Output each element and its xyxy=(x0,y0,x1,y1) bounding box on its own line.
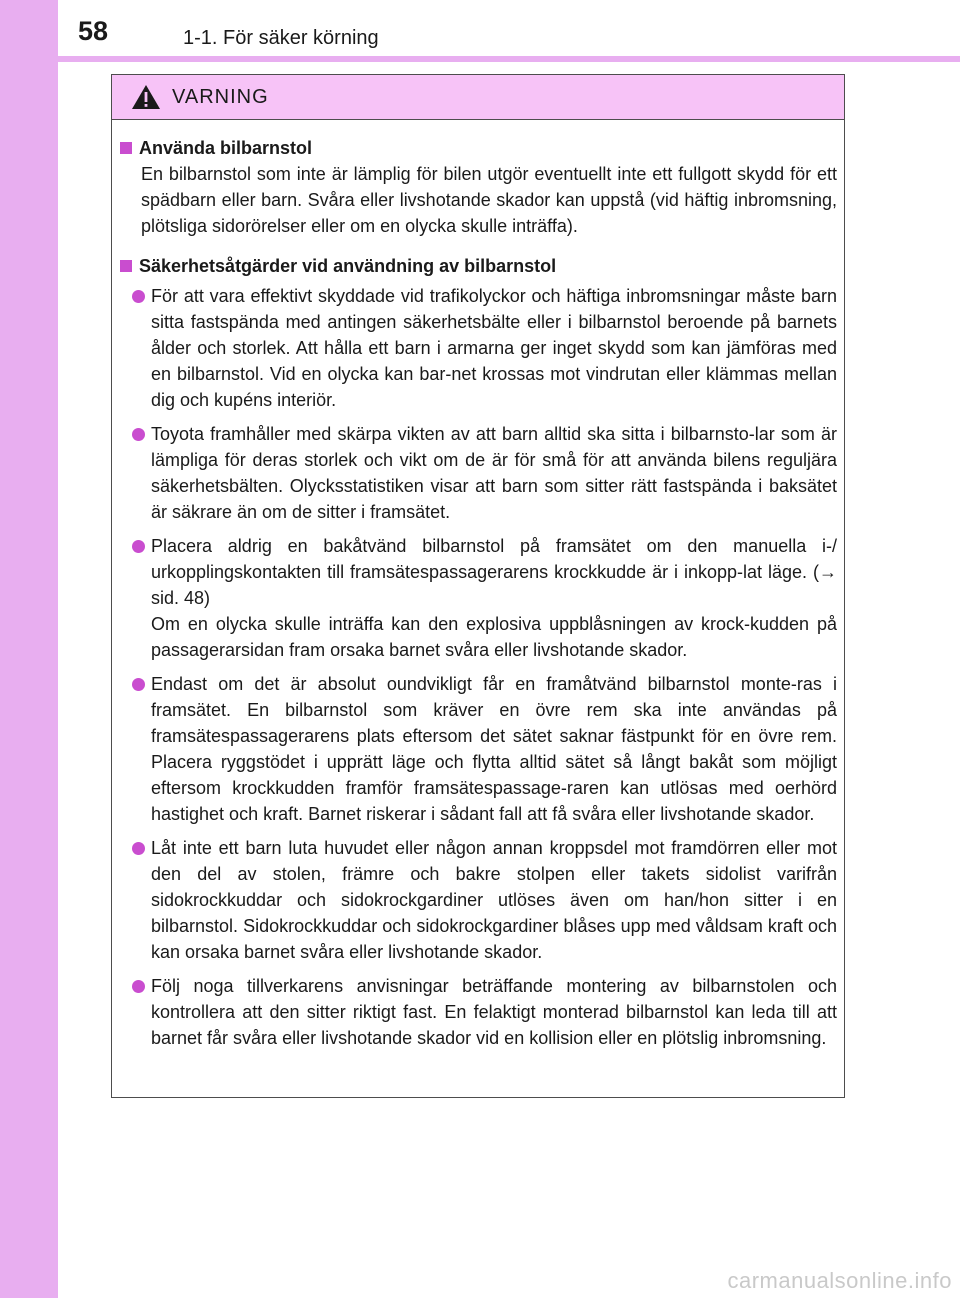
bullet-dot-icon xyxy=(132,980,145,993)
bullet-dot-icon xyxy=(132,678,145,691)
warning-triangle-icon xyxy=(131,84,161,110)
list-item: Följ noga tillverkarens anvisningar beträffande montering av bilbarnstolen och kontrollera att den sitter riktigt fast. En felaktigt monterad bilbarnstol kan leda till att barnet får svåra eller livshotande skador vid en kollision eller en plötslig inbromsning. xyxy=(132,973,837,1051)
warning-header xyxy=(112,75,844,120)
bullet-text-continued: Om en olycka skulle inträffa kan den explosiva uppblåsningen av krock-kudden på passagerarsidan fram orsaka barnet svåra eller livshotande skador. xyxy=(151,614,837,660)
bullet-dot-icon xyxy=(132,290,145,303)
header-divider xyxy=(58,56,960,62)
list-item: Toyota framhåller med skärpa vikten av att barn alltid ska sitta i bilbarnsto-lar som är lämpliga för deras storlek och vikt om de är för små för att använda bilens reguljära säkerhetsbälten. Olycksstatistiken visar att barn som sitter rätt fastspända i baksätet är säkrare än om de sitter i framsätet. xyxy=(132,421,837,525)
bullet-text: Placera aldrig en bakåtvänd bilbarnstol på framsätet om den manuella i-/ urkopplingskontakten till framsätespassagerarens krockkudde är i inkopp-lat läge. (→ sid. 48) xyxy=(151,536,837,608)
side-color-band xyxy=(0,0,58,1298)
watermark: carmanualsonline.info xyxy=(727,1268,952,1293)
chapter-title: 1-1. För säker körning xyxy=(183,27,379,49)
section-paragraph: En bilbarnstol som inte är lämplig för bilen utgör eventuellt inte ett fullgott skydd för ett spädbarn eller barn. Svåra eller livshotande skador kan uppstå (vid häftig inbromsning, plötsliga sidorörelser eller om en olycka skulle inträffa). xyxy=(141,164,837,236)
bullet-dot-icon xyxy=(132,842,145,855)
bullet-dot-icon xyxy=(132,540,145,553)
warning-box xyxy=(111,74,845,1098)
bullet-dot-icon xyxy=(132,428,145,441)
list-item: Endast om det är absolut oundvikligt får en framåtvänd bilbarnstol monte-ras i framsätet. En bilbarnstol som kräver en övre rem ska inte användas på framsätespassagerarens plats eftersom det sätet saknar fästpunkt för en övre rem. Placera ryggstödet i upprätt läge och flytta alltid sätet så långt bakåt som möjligt eftersom krockkudden framför framsätespassage-raren kan utlösas med oerhörd hastighet och kraft. Barnet riskerar i sådant fall att få svåra eller livshotande skador. xyxy=(132,671,837,827)
list-item: För att vara effektivt skyddade vid trafikolyckor och häftiga inbromsningar måste barn sitta fastspända med antingen säkerhetsbälte eller i bilbarnstol beroende på barnets ålder och storlek. Att hålla ett barn i armarna ger inget skydd som kan jämföras med en bilbarnstol. Vid en olycka kan bar-net krossas mot vindrutan eller klämmas mellan dig och kupéns interiör. xyxy=(132,283,837,413)
section-heading: Använda bilbarnstol xyxy=(118,135,837,161)
square-bullet-icon xyxy=(120,260,132,272)
page-number: 58 xyxy=(78,16,109,46)
list-item xyxy=(132,533,837,663)
section-heading: Säkerhetsåtgärder vid användning av bilbarnstol xyxy=(118,253,837,279)
list-item: Låt inte ett barn luta huvudet eller någon annan kroppsdel mot framdörren eller mot den del av stolen, främre och bakre stolpen eller takets sidolist varifrån sidokrockkuddar och sidokrockgardiner utlöses även om han/hon sitter i en bilbarnstol. Sidokrockkuddar och sidokrockgardiner blåses upp med våldsam kraft och kan orsaka barnet svåra eller livshotande skador. xyxy=(132,835,837,965)
warning-title: VARNING xyxy=(172,86,269,108)
warning-content xyxy=(112,120,844,1051)
square-bullet-icon xyxy=(120,142,132,154)
